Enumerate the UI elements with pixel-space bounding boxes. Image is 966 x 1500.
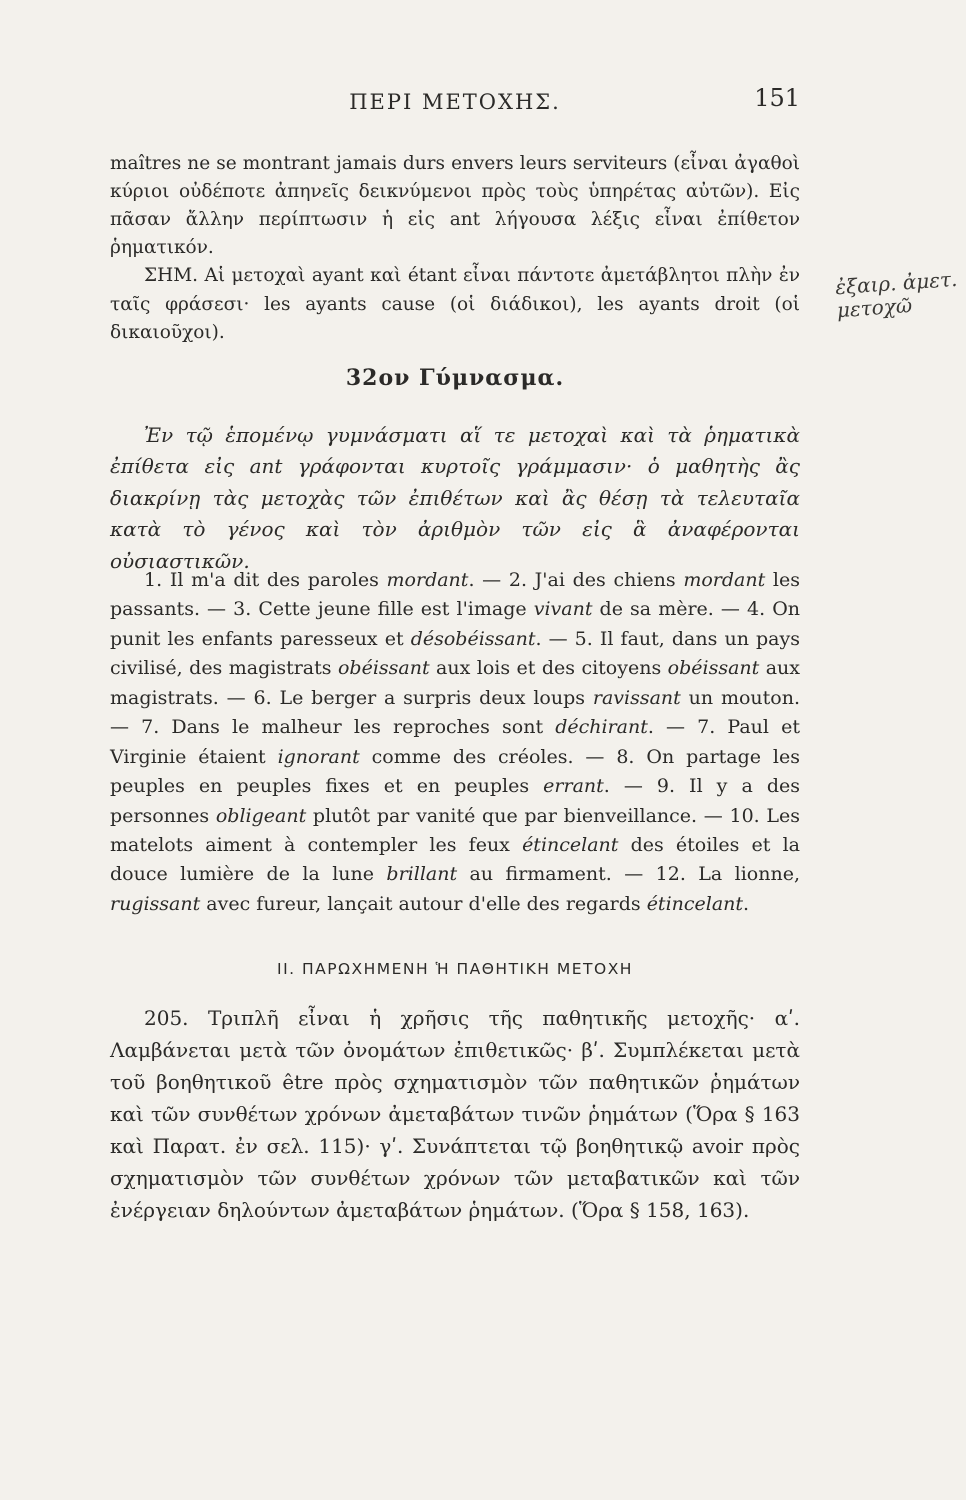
exercise-text: un mouton. — [110, 686, 800, 739]
exercise-italic-word: mordant [683, 569, 766, 591]
exercise-italic-word: ravissant [592, 686, 681, 709]
exercise-italic-word: errant [543, 775, 604, 798]
exercise-instructions [110, 420, 800, 577]
paragraph-205: 205. Τριπλῆ εἶναι ἡ χρῆσις τῆς παθητικῆς μετοχῆς· αʹ. Λαμβάνεται μετὰ τῶν ὀνομάτων ἐπιθετικῶς· βʹ. Συμπλέκεται μετὰ τοῦ βοηθητικοῦ être πρὸς σχηματισμὸν τῶν παθητικῶν ῥημάτων καὶ τῶν συνθέτων χρόνων ἀμεταβάτων τινῶν ῥημάτων (Ὅρα § 163 καὶ Παρατ. ἐν σελ. 115)· γʹ. Συνάπτεται τῷ βοηθητικῷ avoir πρὸς σχηματισμὸν τῶν συνθέτων χρόνων τῶν μεταβατικῶν καὶ τῶν ἐνέργειαν δηλούντων ἀμεταβάτων ῥημάτων. (Ὅρα § 158, 163). [110, 1006, 800, 1222]
continued-section [110, 150, 800, 347]
exercise-paragraph [110, 566, 800, 919]
exercise-text: . — [647, 716, 698, 739]
section-heading: II. ΠΑΡΩΧΗΜΕΝΗ Ἡ ΠΑΘΗΤΙΚΗ ΜΕΤΟΧΗ [277, 960, 633, 978]
margin-note-line: μετοχῶ [836, 293, 913, 323]
exercise-text: comme des créoles. — [359, 745, 617, 768]
exercise-text: 1. Il m'a dit des paroles [144, 569, 387, 591]
exercise-sentences [110, 566, 800, 919]
exercise-italic-word: obéissant [337, 657, 430, 680]
exercise-text: de sa mère. — [592, 598, 747, 621]
exercise-italic-word: brillant [386, 863, 458, 886]
exercise-heading: 32ον Γύμνασμα. [345, 365, 565, 391]
page-header [110, 84, 800, 120]
exercise-text: 3. Cette jeune fille est l'image [233, 598, 534, 621]
exercise-text: les passants. — [110, 569, 800, 621]
exercise-italic-word: déchirant [555, 716, 648, 739]
exercise-text: . — [468, 569, 509, 591]
handwritten-margin-note [835, 268, 960, 322]
section-205 [110, 1002, 800, 1226]
exercise-text: . — [535, 627, 575, 650]
exercise-text: avec fureur, lançait autour d'elle des regards [200, 892, 647, 915]
exercise-italic-word: étincelant [522, 833, 619, 856]
exercise-italic-word: vivant [533, 598, 593, 621]
note-paragraph: ΣΗΜ. Αἱ μετοχαὶ ayant καὶ étant εἶναι πάντοτε ἀμετάβλητοι πλὴν ἐν ταῖς φράσεσι· les ayants cause (οἱ διάδικοι), les ayants droit (οἱ δικαιοῦχοι). [110, 265, 800, 343]
exercise-italic-word: désobéissant [410, 627, 536, 650]
running-head: ΠΕΡΙ ΜΕΤΟΧΗΣ. [349, 90, 561, 114]
exercise-text: 4. On punit les enfants paresseux et [110, 598, 801, 650]
exercise-text: 2. J'ai des chiens [508, 569, 684, 591]
exercise-text: plutôt par vanité que par bienveillance. — [306, 804, 730, 827]
exercise-text: aux lois et des citoyens [429, 657, 668, 680]
paragraph-continued: maîtres ne se montrant jamais durs envers leurs serviteurs (εἶναι ἀγαθοὶ κύριοι οὐδέποτε ἀπηνεῖς δεικνύμενοι πρὸς τοὺς ὑπηρέτας αὐτῶν). Εἰς πᾶσαν ἄλλην περίπτωσιν ἡ εἰς ant λήγουσα λέξις εἶναι ἐπίθετον ῥηματικόν. [110, 153, 800, 259]
exercise-text: 9. Il y a des personnes [110, 775, 800, 827]
exercise-text: . — [603, 775, 657, 798]
exercise-italic-word: ignorant [277, 745, 360, 768]
exercise-text: 10. Les matelots aiment à contempler les feux [110, 804, 801, 856]
exercise-text: au firmament. — [457, 863, 656, 886]
exercise-text: 12. La lionne, [655, 863, 800, 886]
exercise-text: 7. Dans le malheur les reproches sont [141, 716, 556, 739]
exercise-text: aux magistrats. — [110, 657, 801, 709]
exercise-italic-word: obéissant [667, 657, 760, 680]
exercise-text: 7. Paul et Virginie étaient [110, 716, 800, 768]
exercise-text: 6. Le berger a surpris deux loups [253, 686, 593, 709]
exercise-italic-word: obligeant [215, 804, 307, 827]
instructions-paragraph: Ἐν τῷ ἑπομένῳ γυμνάσματι αἵ τε μετοχαὶ καὶ τὰ ῥηματικὰ ἐπίθετα εἰς ant γράφονται κυρτοῖς γράμμασιν· ὁ μαθητὴς ἂς διακρίνῃ τὰς μετοχὰς τῶν ἐπιθέτων καὶ ἂς θέσῃ τὰ τελευταῖα κατὰ τὸ γένος καὶ τὸν ἀριθμὸν τῶν εἰς ἃ ἀναφέρονται οὐσιαστικῶν. [110, 423, 800, 573]
exercise-text: 5. Il faut, dans un pays civilisé, des magistrats [110, 627, 800, 680]
exercise-italic-word: rugissant [110, 892, 201, 915]
exercise-text: des étoiles et la douce lumière de la lune [110, 833, 800, 886]
exercise-italic-word: mordant [386, 569, 469, 591]
exercise-text: 8. On partage les peuples en peuples fixes et en peuples [110, 745, 800, 798]
margin-note-line: ἐξαιρ. ἀμετ. [834, 266, 959, 300]
exercise-italic-word: étincelant [646, 892, 744, 915]
page-number: 151 [754, 84, 800, 112]
exercise-text: . [743, 892, 750, 915]
